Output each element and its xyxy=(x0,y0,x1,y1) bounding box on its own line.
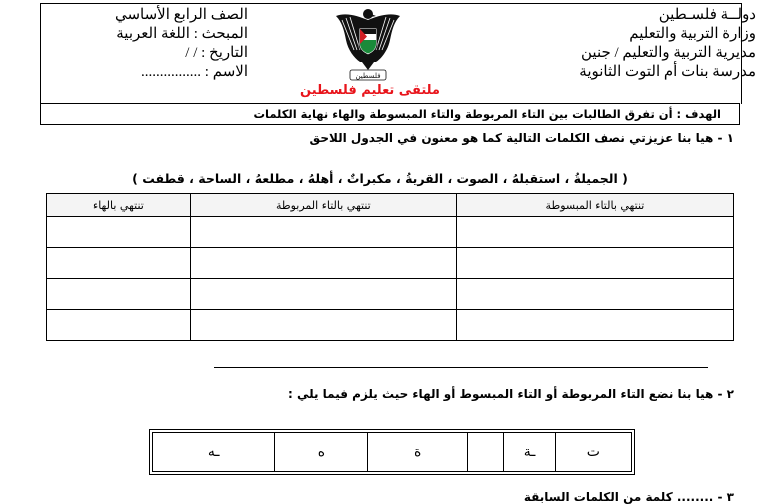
state-name: دولــة فلسـطين xyxy=(658,7,756,23)
table-row xyxy=(47,310,734,341)
column-header-open-taa: تنتهي بالتاء المبسوطة xyxy=(456,194,733,217)
name-field[interactable]: الاسم : ................ xyxy=(141,64,248,80)
directorate-name: مديرية التربية والتعليم / جنين xyxy=(581,45,756,61)
student-info xyxy=(115,6,248,82)
letter-cell[interactable]: ت xyxy=(555,433,631,472)
answer-cell[interactable] xyxy=(47,279,191,310)
separator-line xyxy=(214,367,708,368)
answer-cell[interactable] xyxy=(456,279,733,310)
ministry-name: وزارة التربية والتعليم xyxy=(629,26,756,42)
answer-cell[interactable] xyxy=(190,310,456,341)
letters-table xyxy=(152,432,632,472)
column-header-haa: تنتهي بالهاء xyxy=(47,194,191,217)
goal-statement: الهدف : أن تفرق الطالبات بين التاء المربوطة والتاء المبسوطة والهاء نهاية الكلمات xyxy=(40,103,740,125)
answer-cell[interactable] xyxy=(190,279,456,310)
table-header-row xyxy=(47,194,734,217)
answer-cell[interactable] xyxy=(456,310,733,341)
answer-cell[interactable] xyxy=(47,248,191,279)
table-row xyxy=(47,217,734,248)
table-row xyxy=(47,279,734,310)
logo-caption: فلسطين xyxy=(355,72,381,80)
letter-cell[interactable]: ـة xyxy=(504,433,555,472)
table-row xyxy=(47,248,734,279)
question-1-text: ١ - هيا بنا عزيزتي نصف الكلمات التالية كما هو معنون في الجدول اللاحق xyxy=(309,131,734,145)
letter-cell[interactable]: ه xyxy=(275,433,368,472)
school-info xyxy=(579,6,756,82)
school-name: مدرسة بنات أم التوت الثانوية xyxy=(579,64,756,80)
forum-name: ملتقى تعليم فلسطين xyxy=(300,83,440,98)
question-3-text: ٣ - ........ كلمة من الكلمات السابقة xyxy=(523,490,734,504)
answer-cell[interactable] xyxy=(190,248,456,279)
answer-cell[interactable] xyxy=(47,310,191,341)
letter-cell[interactable]: ـه xyxy=(153,433,275,472)
table-row xyxy=(153,433,632,472)
answer-cell[interactable] xyxy=(47,217,191,248)
grade-label: الصف الرابع الأساسي xyxy=(114,7,248,23)
date-field[interactable]: التاريخ : / / xyxy=(185,45,248,61)
letter-cell[interactable] xyxy=(467,433,504,472)
palestine-eagle-logo xyxy=(332,6,404,84)
classification-table xyxy=(46,193,734,341)
answer-cell[interactable] xyxy=(456,217,733,248)
answer-cell[interactable] xyxy=(456,248,733,279)
question-2-text: ٢ - هيا بنا نضع التاء المربوطة أو التاء المبسوط أو الهاء حيث يلزم فيما يلي : xyxy=(287,387,734,401)
column-header-tied-taa: تنتهي بالتاء المربوطة xyxy=(190,194,456,217)
letter-cell[interactable]: ة xyxy=(368,433,467,472)
answer-cell[interactable] xyxy=(190,217,456,248)
subject-label: المبحث : اللغة العربية xyxy=(116,26,248,42)
word-list: ( الجميلةُ ، استقبلهُ ، الصوت ، القريةُ ، مكبراتٌ ، أهلهُ ، مطلعهُ ، الساحة ، قطفت ) xyxy=(132,171,628,186)
